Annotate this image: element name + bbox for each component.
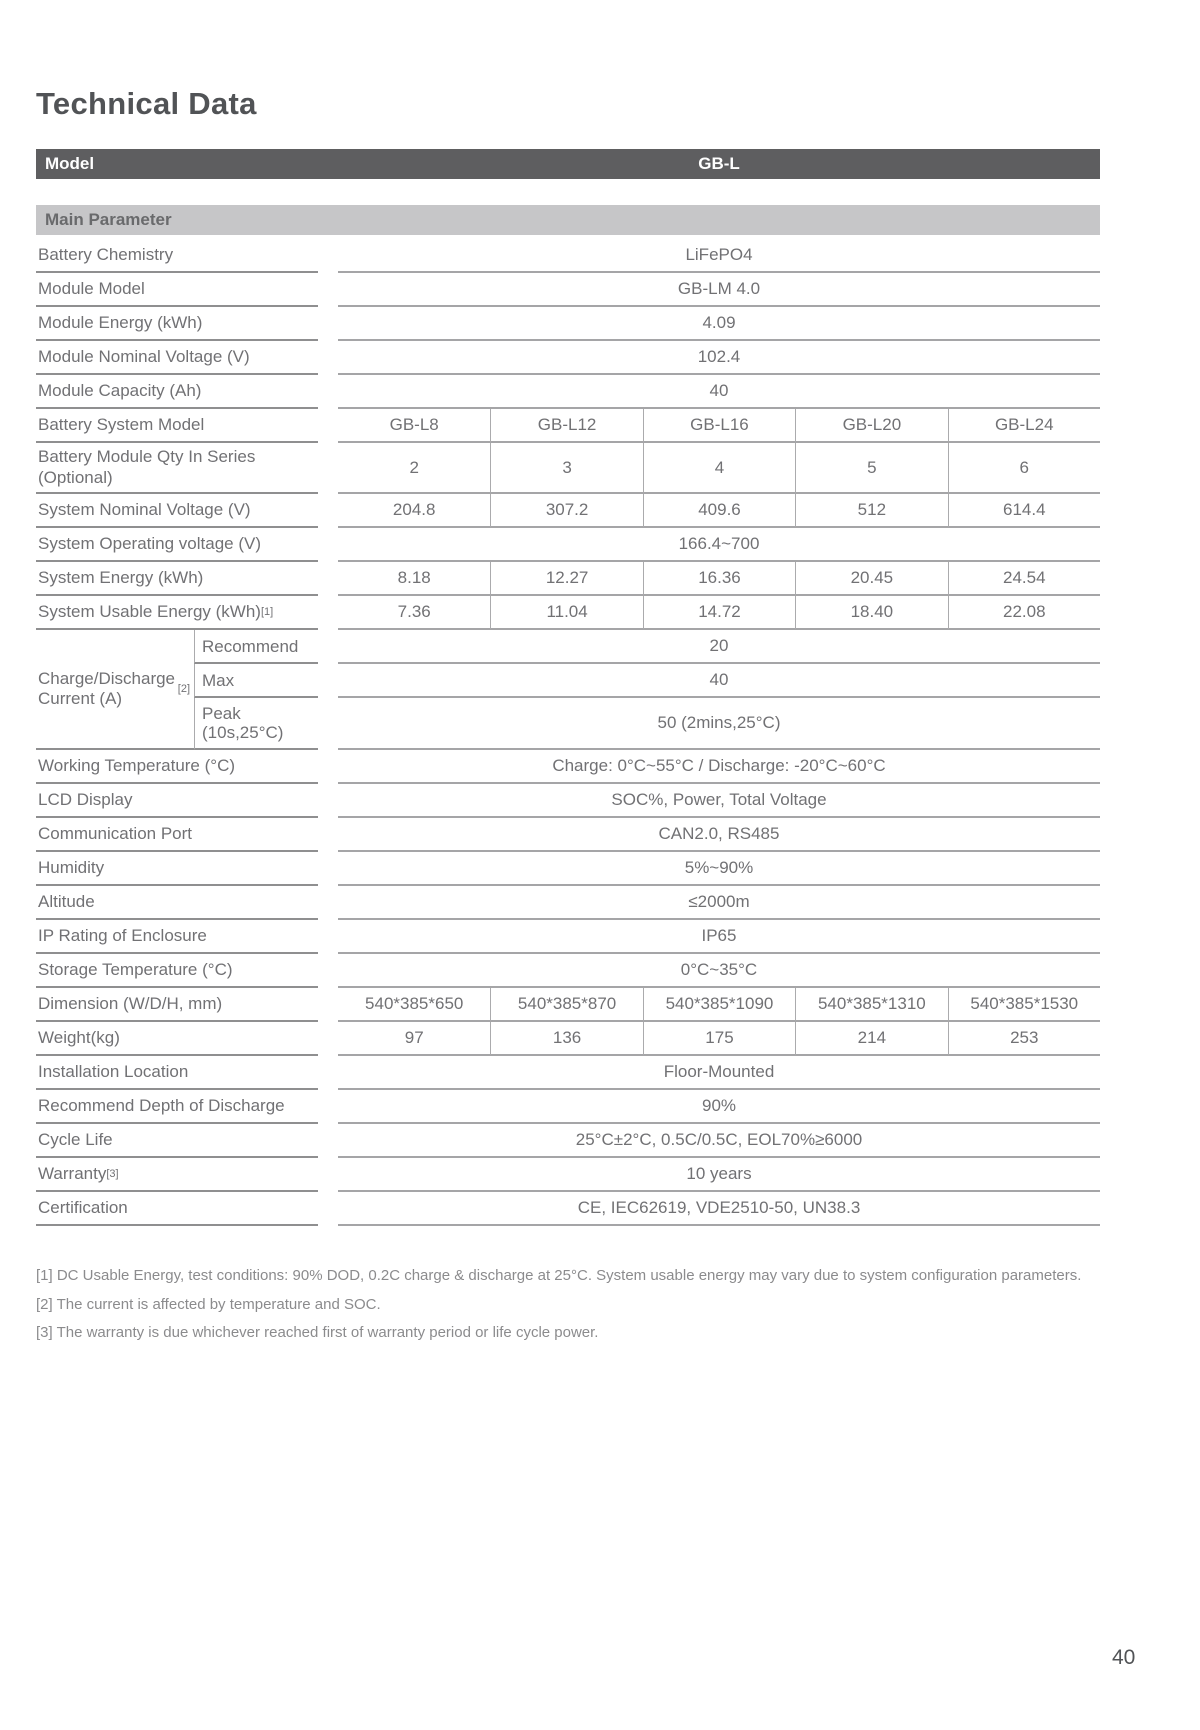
column-gap — [318, 239, 338, 273]
row-values — [338, 409, 1100, 443]
table-row — [36, 562, 1100, 596]
row-value: CE, IEC62619, VDE2510-50, UN38.3 — [338, 1192, 1100, 1226]
table-row — [36, 818, 1100, 852]
table-subrow — [194, 698, 1100, 750]
row-value: GB-L8 — [338, 409, 490, 443]
table-row — [36, 988, 1100, 1022]
table-row — [36, 1124, 1100, 1158]
column-gap — [318, 1056, 338, 1090]
row-value: 25°C±2°C, 0.5C/0.5C, EOL70%≥6000 — [338, 1124, 1100, 1158]
row-values — [338, 784, 1100, 818]
table-row — [36, 596, 1100, 630]
row-value: ≤2000m — [338, 886, 1100, 920]
footnote-line: [1] DC Usable Energy, test conditions: 90% DOD, 0.2C charge & discharge at 25°C. System usable energy may vary due to system configuration parameters. — [36, 1267, 1082, 1285]
column-gap — [318, 664, 338, 698]
row-value: 20 — [338, 630, 1100, 664]
column-gap — [318, 409, 338, 443]
row-value: 166.4~700 — [338, 528, 1100, 562]
row-value: Floor-Mounted — [338, 1056, 1100, 1090]
column-gap — [318, 273, 338, 307]
column-gap — [318, 886, 338, 920]
table-row — [36, 375, 1100, 409]
row-label: Module Energy (kWh) — [36, 307, 318, 341]
row-values — [338, 341, 1100, 375]
subrow-label: Recommend — [194, 630, 318, 664]
table-row — [36, 528, 1100, 562]
row-values — [338, 954, 1100, 988]
row-values — [338, 920, 1100, 954]
row-value: GB-L20 — [795, 409, 947, 443]
row-values — [338, 818, 1100, 852]
subrow-label: Max — [194, 664, 318, 698]
row-value: 175 — [643, 1022, 795, 1056]
row-label: Altitude — [36, 886, 318, 920]
row-values — [338, 750, 1100, 784]
column-gap — [318, 1022, 338, 1056]
column-gap — [318, 920, 338, 954]
row-value: 540*385*1530 — [948, 988, 1100, 1022]
row-values — [338, 273, 1100, 307]
table-row — [36, 1056, 1100, 1090]
row-value: GB-LM 4.0 — [338, 273, 1100, 307]
table-row — [36, 494, 1100, 528]
row-value: 540*385*1090 — [643, 988, 795, 1022]
content-area — [36, 0, 1100, 1351]
column-gap — [318, 1158, 338, 1192]
row-label: System Nominal Voltage (V) — [36, 494, 318, 528]
row-value: IP65 — [338, 920, 1100, 954]
row-label: Communication Port — [36, 818, 318, 852]
page-number: 40 — [1112, 1646, 1136, 1669]
column-gap — [318, 494, 338, 528]
subrow-label: Peak (10s,25°C) — [194, 698, 318, 750]
column-gap — [318, 1192, 338, 1226]
column-gap — [318, 562, 338, 596]
table-row — [36, 920, 1100, 954]
row-value: 6 — [948, 443, 1100, 494]
row-value: 409.6 — [643, 494, 795, 528]
page-title: Technical Data — [36, 86, 257, 121]
row-label: Battery System Model — [36, 409, 318, 443]
row-values — [338, 1158, 1100, 1192]
column-gap — [318, 954, 338, 988]
section-header-bar — [36, 205, 1100, 235]
table-row — [36, 341, 1100, 375]
row-label: Storage Temperature (°C) — [36, 954, 318, 988]
table-row — [36, 886, 1100, 920]
column-gap — [318, 307, 338, 341]
table-row — [36, 852, 1100, 886]
row-label: Humidity — [36, 852, 318, 886]
row-label: Recommend Depth of Discharge — [36, 1090, 318, 1124]
row-values — [338, 239, 1100, 273]
row-value: 214 — [795, 1022, 947, 1056]
row-values — [338, 307, 1100, 341]
row-values — [338, 443, 1100, 494]
column-gap — [318, 698, 338, 750]
row-values — [338, 1022, 1100, 1056]
table-row — [36, 307, 1100, 341]
row-values — [338, 1056, 1100, 1090]
row-label: Dimension (W/D/H, mm) — [36, 988, 318, 1022]
table-row — [36, 273, 1100, 307]
row-value: 614.4 — [948, 494, 1100, 528]
row-values — [338, 596, 1100, 630]
table-row — [36, 954, 1100, 988]
table-row — [36, 1090, 1100, 1124]
row-value: 2 — [338, 443, 490, 494]
row-label: LCD Display — [36, 784, 318, 818]
row-value: 540*385*650 — [338, 988, 490, 1022]
row-value: 4.09 — [338, 307, 1100, 341]
row-label: System Operating voltage (V) — [36, 528, 318, 562]
row-value: 20.45 — [795, 562, 947, 596]
row-value: GB-L12 — [490, 409, 642, 443]
column-gap — [318, 852, 338, 886]
row-value: 40 — [338, 664, 1100, 698]
row-value: 18.40 — [795, 596, 947, 630]
row-label: System Usable Energy (kWh) [1] — [36, 596, 318, 630]
row-value: 90% — [338, 1090, 1100, 1124]
row-value: 10 years — [338, 1158, 1100, 1192]
row-value: 0°C~35°C — [338, 954, 1100, 988]
column-gap — [318, 630, 338, 664]
row-value: 540*385*1310 — [795, 988, 947, 1022]
spec-table — [36, 239, 1100, 1226]
row-value: LiFePO4 — [338, 239, 1100, 273]
row-values — [338, 1192, 1100, 1226]
column-gap — [318, 988, 338, 1022]
row-value: GB-L16 — [643, 409, 795, 443]
row-value: 7.36 — [338, 596, 490, 630]
row-values — [338, 375, 1100, 409]
row-value: 102.4 — [338, 341, 1100, 375]
row-label: Battery Module Qty In Series (Optional) — [36, 443, 318, 494]
row-label: Charge/Discharge Current (A) [2] — [36, 630, 194, 750]
row-values — [338, 886, 1100, 920]
table-row — [36, 409, 1100, 443]
footnote-line: [3] The warranty is due whichever reached first of warranty period or life cycle power. — [36, 1323, 599, 1341]
table-row — [36, 1158, 1100, 1192]
row-label: Module Capacity (Ah) — [36, 375, 318, 409]
model-header-label: Model — [45, 154, 95, 173]
row-value: 11.04 — [490, 596, 642, 630]
row-value: Charge: 0°C~55°C / Discharge: -20°C~60°C — [338, 750, 1100, 784]
row-label: Module Nominal Voltage (V) — [36, 341, 318, 375]
column-gap — [318, 596, 338, 630]
row-value: GB-L24 — [948, 409, 1100, 443]
table-row — [36, 1192, 1100, 1226]
row-value: 5 — [795, 443, 947, 494]
row-label: System Energy (kWh) — [36, 562, 318, 596]
column-gap — [318, 341, 338, 375]
table-row-group — [36, 630, 1100, 750]
model-header-value: GB-L — [698, 154, 740, 173]
row-values — [338, 1090, 1100, 1124]
row-value: 4 — [643, 443, 795, 494]
column-gap — [318, 528, 338, 562]
row-label: Warranty [3] — [36, 1158, 318, 1192]
row-value: 253 — [948, 1022, 1100, 1056]
row-values — [338, 1124, 1100, 1158]
column-gap — [318, 1124, 338, 1158]
model-header-bar — [36, 149, 1100, 179]
column-gap — [318, 1090, 338, 1124]
row-value: 307.2 — [490, 494, 642, 528]
column-gap — [318, 375, 338, 409]
row-value: 24.54 — [948, 562, 1100, 596]
row-values — [338, 494, 1100, 528]
row-value: 540*385*870 — [490, 988, 642, 1022]
column-gap — [318, 750, 338, 784]
row-value: 16.36 — [643, 562, 795, 596]
table-row — [36, 1022, 1100, 1056]
table-subrow — [194, 630, 1100, 664]
row-value: 8.18 — [338, 562, 490, 596]
footnotes — [36, 1266, 1100, 1343]
row-values — [338, 562, 1100, 596]
row-label: Battery Chemistry — [36, 239, 318, 273]
section-header-label: Main Parameter — [45, 210, 172, 229]
table-row — [36, 239, 1100, 273]
table-row — [36, 443, 1100, 494]
row-label: Weight(kg) — [36, 1022, 318, 1056]
row-values — [338, 988, 1100, 1022]
row-values — [338, 852, 1100, 886]
row-value: 22.08 — [948, 596, 1100, 630]
row-value: 50 (2mins,25°C) — [338, 698, 1100, 750]
row-value: 204.8 — [338, 494, 490, 528]
column-gap — [318, 784, 338, 818]
row-value: 5%~90% — [338, 852, 1100, 886]
row-value: 3 — [490, 443, 642, 494]
table-row — [36, 750, 1100, 784]
column-gap — [318, 443, 338, 494]
row-label: Cycle Life — [36, 1124, 318, 1158]
row-label: Working Temperature (°C) — [36, 750, 318, 784]
column-gap — [318, 818, 338, 852]
row-value: CAN2.0, RS485 — [338, 818, 1100, 852]
row-label: Module Model — [36, 273, 318, 307]
footnote-line: [2] The current is affected by temperature and SOC. — [36, 1295, 381, 1313]
row-value: 136 — [490, 1022, 642, 1056]
row-value: SOC%, Power, Total Voltage — [338, 784, 1100, 818]
row-label: Certification — [36, 1192, 318, 1226]
row-value: 12.27 — [490, 562, 642, 596]
row-value: 97 — [338, 1022, 490, 1056]
row-value: 40 — [338, 375, 1100, 409]
row-value: 14.72 — [643, 596, 795, 630]
table-row — [36, 784, 1100, 818]
row-label: IP Rating of Enclosure — [36, 920, 318, 954]
group-subrows — [194, 630, 1100, 750]
row-values — [338, 528, 1100, 562]
row-label: Installation Location — [36, 1056, 318, 1090]
table-subrow — [194, 664, 1100, 698]
row-value: 512 — [795, 494, 947, 528]
